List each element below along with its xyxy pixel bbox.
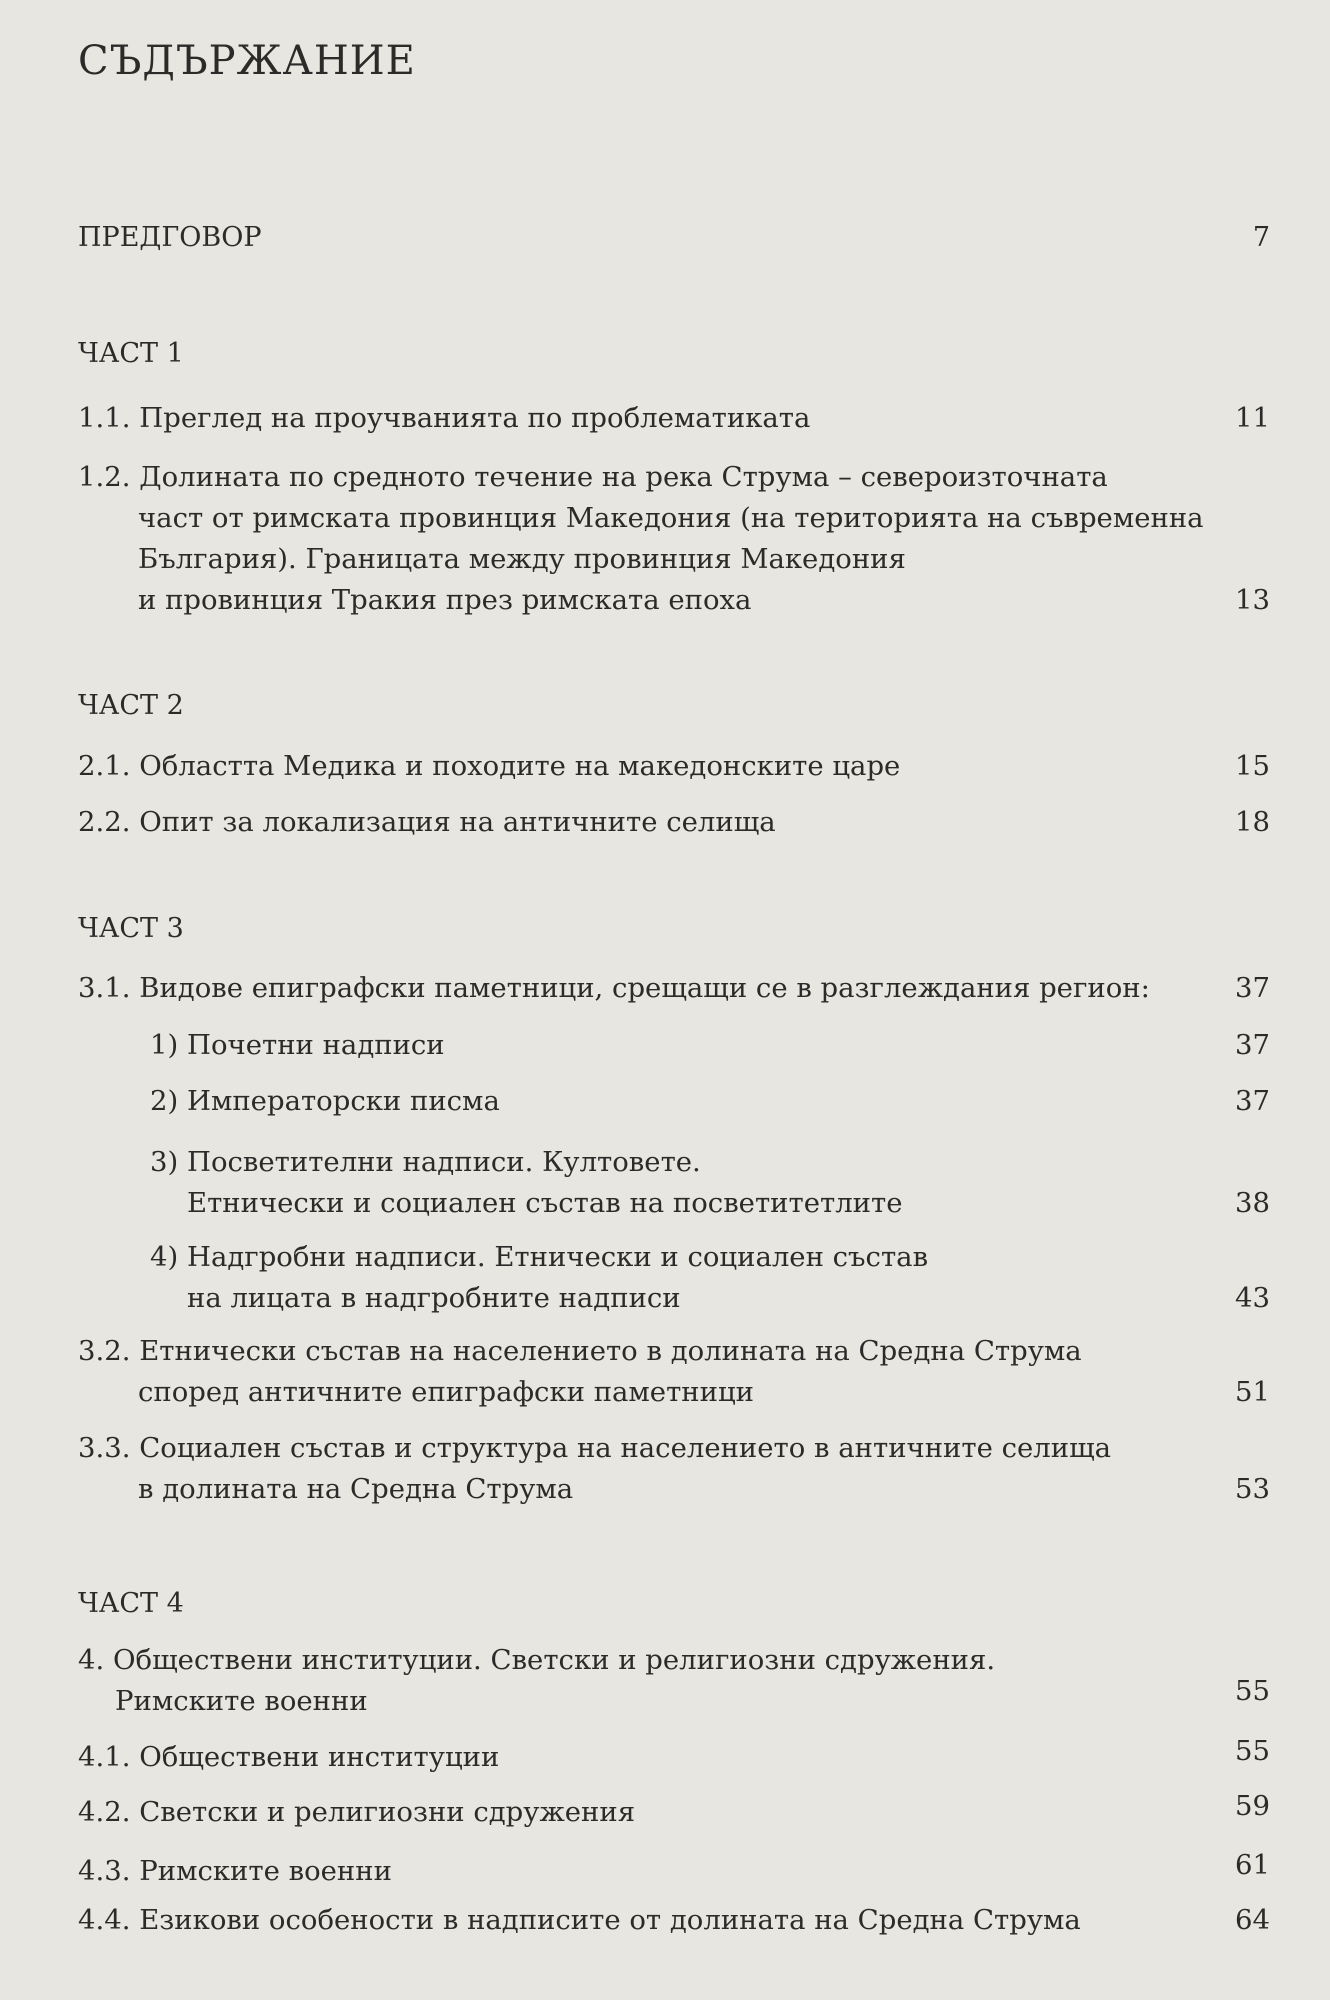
toc-subentry-4	[150, 1237, 1270, 1319]
entry-page-number: 61	[1235, 1849, 1270, 1881]
part-heading-2: ЧАСТ 2	[78, 690, 184, 721]
entry-page-number: 55	[1235, 1735, 1270, 1767]
entry-text: Римските военни	[115, 1685, 368, 1717]
preface-page-number: 7	[1252, 222, 1270, 253]
toc-entry-2-2	[78, 802, 1270, 843]
entry-page-number: 53	[1235, 1473, 1270, 1505]
toc-entry-4-2	[78, 1792, 1270, 1833]
entry-page-number: 51	[1235, 1376, 1270, 1408]
entry-number: 1.1.	[78, 402, 131, 434]
entry-text: Езикови особености в надписите от долината на Средна Струма	[139, 1904, 1081, 1936]
entry-page-number: 18	[1235, 806, 1270, 838]
entry-page-number: 55	[1235, 1675, 1270, 1707]
entry-text: Етнически и социален състав на посветитетлите	[187, 1187, 903, 1219]
part-heading-4: ЧАСТ 4	[78, 1588, 184, 1619]
entry-text: Императорски писма	[186, 1085, 500, 1117]
entry-page-number: 13	[1235, 584, 1270, 616]
part-heading-1: ЧАСТ 1	[78, 338, 184, 369]
entry-number: 2.1.	[78, 750, 131, 782]
entry-number: 1.2.	[78, 461, 131, 493]
entry-text: Почетни надписи	[186, 1029, 445, 1061]
entry-number: 3)	[150, 1146, 179, 1178]
toc-entry-1-2	[78, 457, 1270, 621]
entry-text: Обществени институции	[139, 1741, 500, 1773]
entry-text: Надгробни надписи. Етнически и социален състав	[186, 1241, 929, 1273]
toc-subentry-1	[150, 1025, 1270, 1066]
entry-number: 4.4.	[78, 1904, 131, 1936]
entry-number: 2)	[150, 1085, 179, 1117]
page-title: СЪДЪРЖАНИЕ	[78, 38, 416, 84]
entry-text: според античните епиграфски паметници	[138, 1376, 754, 1408]
entry-number: 4.2.	[78, 1796, 131, 1828]
entry-number: 3.1.	[78, 972, 131, 1004]
entry-page-number: 64	[1235, 1904, 1270, 1936]
entry-page-number: 43	[1235, 1282, 1270, 1314]
entry-text: на лицата в надгробните надписи	[187, 1282, 681, 1314]
toc-entry-4-4	[78, 1900, 1270, 1941]
entry-text: Областта Медика и походите на македонските царе	[139, 750, 901, 782]
preface-label: ПРЕДГОВОР	[78, 222, 262, 253]
entry-text: Видове епиграфски паметници, срещащи се в разглеждания регион:	[139, 972, 1150, 1004]
entry-number: 4.1.	[78, 1741, 131, 1773]
entry-number: 4.3.	[78, 1855, 131, 1887]
entry-number: 4)	[150, 1241, 179, 1273]
entry-text: Светски и религиозни сдружения	[139, 1796, 636, 1828]
toc-entry-1-1	[78, 398, 1270, 439]
entry-number: 1)	[150, 1029, 179, 1061]
entry-text: Римските военни	[139, 1855, 392, 1887]
entry-text: Преглед на проучванията по проблематиката	[139, 402, 811, 434]
entry-text: част от римската провинция Македония (на територията на съвременна	[138, 502, 1204, 534]
toc-entry-3-3	[78, 1428, 1270, 1510]
entry-page-number: 38	[1235, 1187, 1270, 1219]
entry-page-number: 37	[1235, 972, 1270, 1004]
entry-page-number: 37	[1235, 1085, 1270, 1117]
part-heading-3: ЧАСТ 3	[78, 913, 184, 944]
entry-text: Етнически състав на населението в долината на Средна Струма	[139, 1335, 1082, 1367]
entry-text: Долината по средното течение на река Струма – североизточната	[139, 461, 1108, 493]
toc-entry-4	[78, 1640, 1270, 1722]
entry-number: 3.2.	[78, 1335, 131, 1367]
toc-entry-2-1	[78, 746, 1270, 787]
entry-text: Социален състав и структура на населението в античните селища	[139, 1432, 1112, 1464]
entry-text: Обществени институции. Светски и религиозни сдружения.	[113, 1644, 996, 1676]
entry-page-number: 15	[1235, 750, 1270, 782]
entry-number: 4.	[78, 1644, 105, 1676]
toc-subentry-3	[150, 1142, 1270, 1224]
entry-text: Посветителни надписи. Култовете.	[186, 1146, 701, 1178]
toc-entry-4-3	[78, 1851, 1270, 1892]
entry-text: Опит за локализация на античните селища	[139, 806, 776, 838]
entry-text: и провинция Тракия през римската епоха	[138, 584, 752, 616]
entry-text: България). Границата между провинция Македония	[138, 543, 906, 575]
preface-entry	[78, 222, 1270, 253]
toc-entry-3-2	[78, 1331, 1270, 1413]
entry-number: 3.3.	[78, 1432, 131, 1464]
toc-subentry-2	[150, 1081, 1270, 1122]
toc-entry-4-1	[78, 1737, 1270, 1778]
toc-entry-3-1	[78, 968, 1270, 1009]
entry-page-number: 59	[1235, 1790, 1270, 1822]
entry-page-number: 37	[1235, 1029, 1270, 1061]
entry-number: 2.2.	[78, 806, 131, 838]
entry-text: в долината на Средна Струма	[138, 1473, 574, 1505]
entry-page-number: 11	[1235, 402, 1270, 434]
